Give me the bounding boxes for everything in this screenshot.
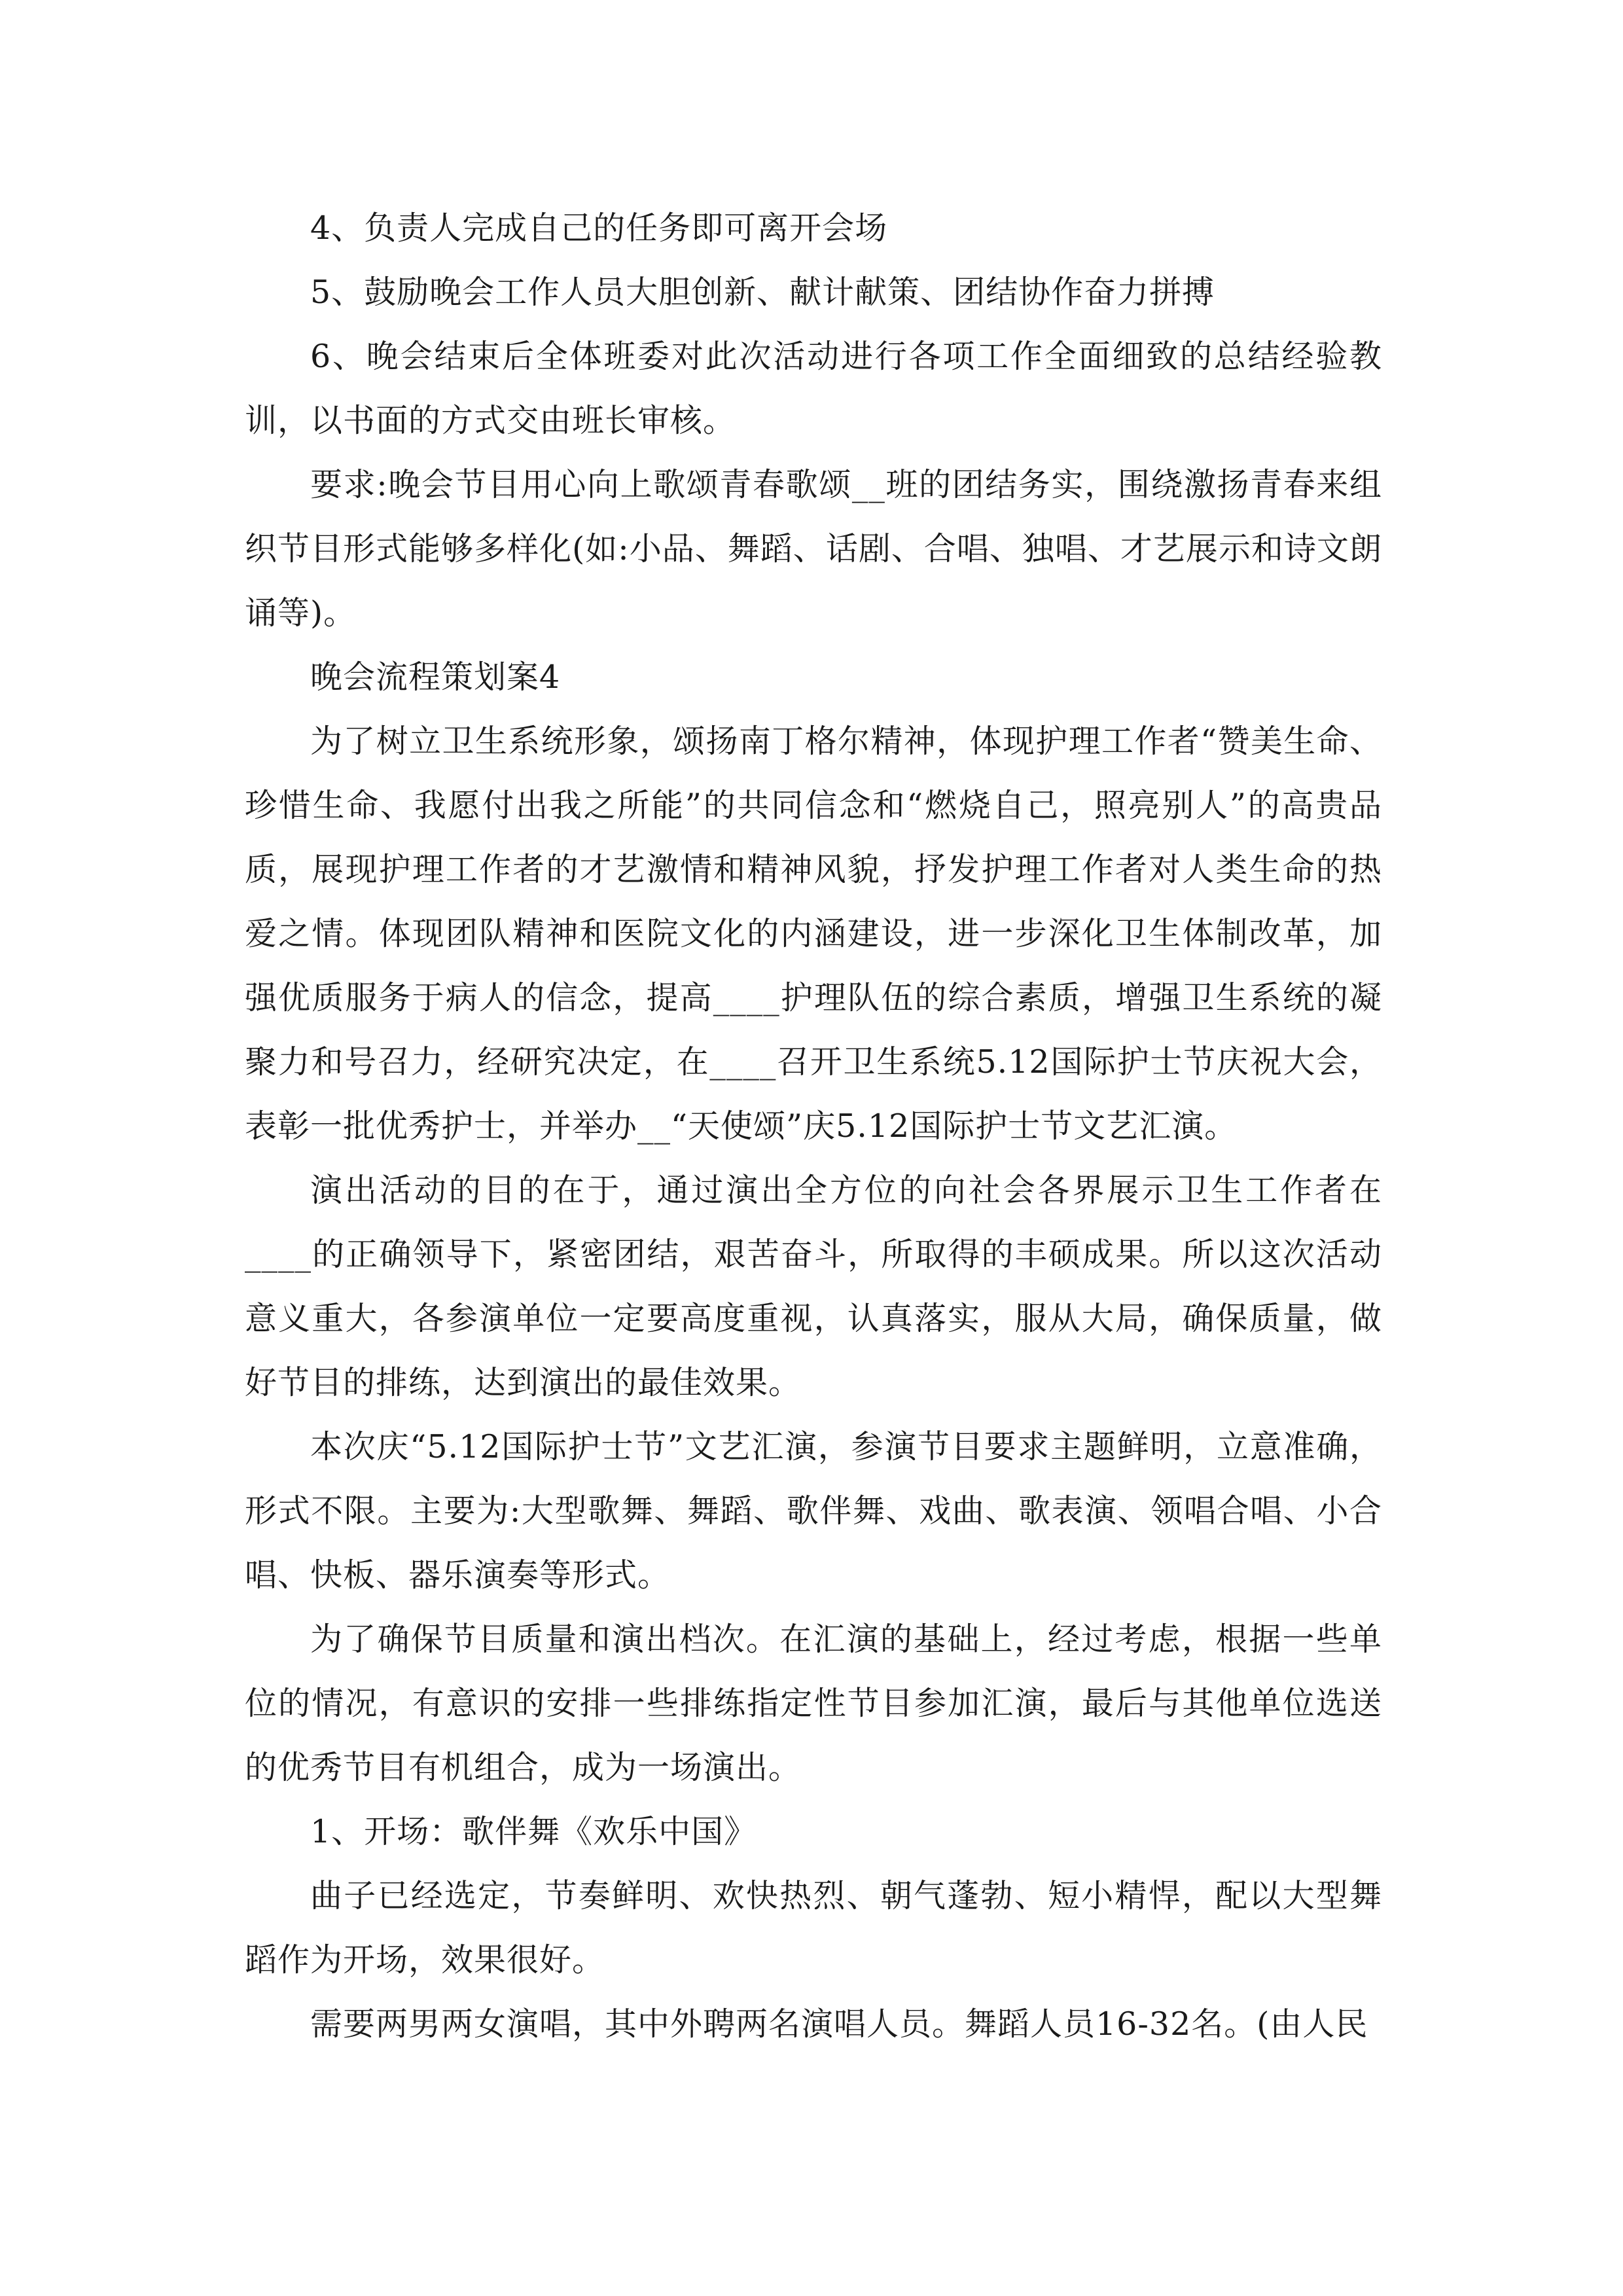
list-item-4: 4、负责人完成自己的任务即可离开会场	[310, 209, 888, 247]
performers-paragraph: 需要两男两女演唱，其中外聘两名演唱人员。舞蹈人员16-32名。(由人民	[310, 2005, 1368, 2043]
list-item-6: 6、晚会结束后全体班委对此次活动进行各项工作全面细致的总结经验教训，以书面的方式交由班长审核。	[245, 338, 1382, 439]
section-heading: 晚会流程策划案4	[310, 658, 561, 696]
document-body	[245, 196, 1382, 2056]
quality-paragraph: 为了确保节目质量和演出档次。在汇演的基础上，经过考虑，根据一些单位的情况，有意识的安排一些排练指定性节目参加汇演，最后与其他单位选送的优秀节目有机组合，成为一场演出。	[245, 1621, 1382, 1786]
purpose-paragraph: 演出活动的目的在于，通过演出全方位的向社会各界展示卫生工作者在____的正确领导下，紧密团结，艰苦奋斗，所取得的丰硕成果。所以这次活动意义重大，各参演单位一定要高度重视，认真落实，服从大局，确保质量，做好节目的排练，达到演出的最佳效果。	[245, 1172, 1382, 1401]
intro-paragraph: 为了树立卫生系统形象，颂扬南丁格尔精神，体现护理工作者“赞美生命、珍惜生命、我愿付出我之所能”的共同信念和“燃烧自己，照亮别人”的高贵品质，展现护理工作者的才艺激情和精神风貌，抒发护理工作者对人类生命的热爱之情。体现团队精神和医院文化的内涵建设，进一步深化卫生体制改革，加强优质服务于病人的信念，提高____护理队伍的综合素质，增强卫生系统的凝聚力和号召力，经研究决定，在____召开卫生系统5.12国际护士节庆祝大会，表彰一批优秀护士，并举办__“天使颂”庆5.12国际护士节文艺汇演。	[245, 723, 1382, 1145]
opening-item-heading: 1、开场：歌伴舞《欢乐中国》	[310, 1813, 757, 1850]
list-item-5: 5、鼓励晚会工作人员大胆创新、献计献策、团结协作奋力拼搏	[310, 274, 1215, 311]
program-requirements-paragraph: 本次庆“5.12国际护士节”文艺汇演，参演节目要求主题鲜明，立意准确，形式不限。主要为:大型歌舞、舞蹈、歌伴舞、戏曲、歌表演、领唱合唱、小合唱、快板、器乐演奏等形式。	[245, 1428, 1382, 1594]
requirements-paragraph: 要求:晚会节目用心向上歌颂青春歌颂__班的团结务实，围绕激扬青春来组织节目形式能够多样化(如:小品、舞蹈、话剧、合唱、独唱、才艺展示和诗文朗诵等)。	[245, 466, 1382, 632]
opening-description-paragraph: 曲子已经选定，节奏鲜明、欢快热烈、朝气蓬勃、短小精悍，配以大型舞蹈作为开场，效果很好。	[245, 1877, 1382, 1979]
